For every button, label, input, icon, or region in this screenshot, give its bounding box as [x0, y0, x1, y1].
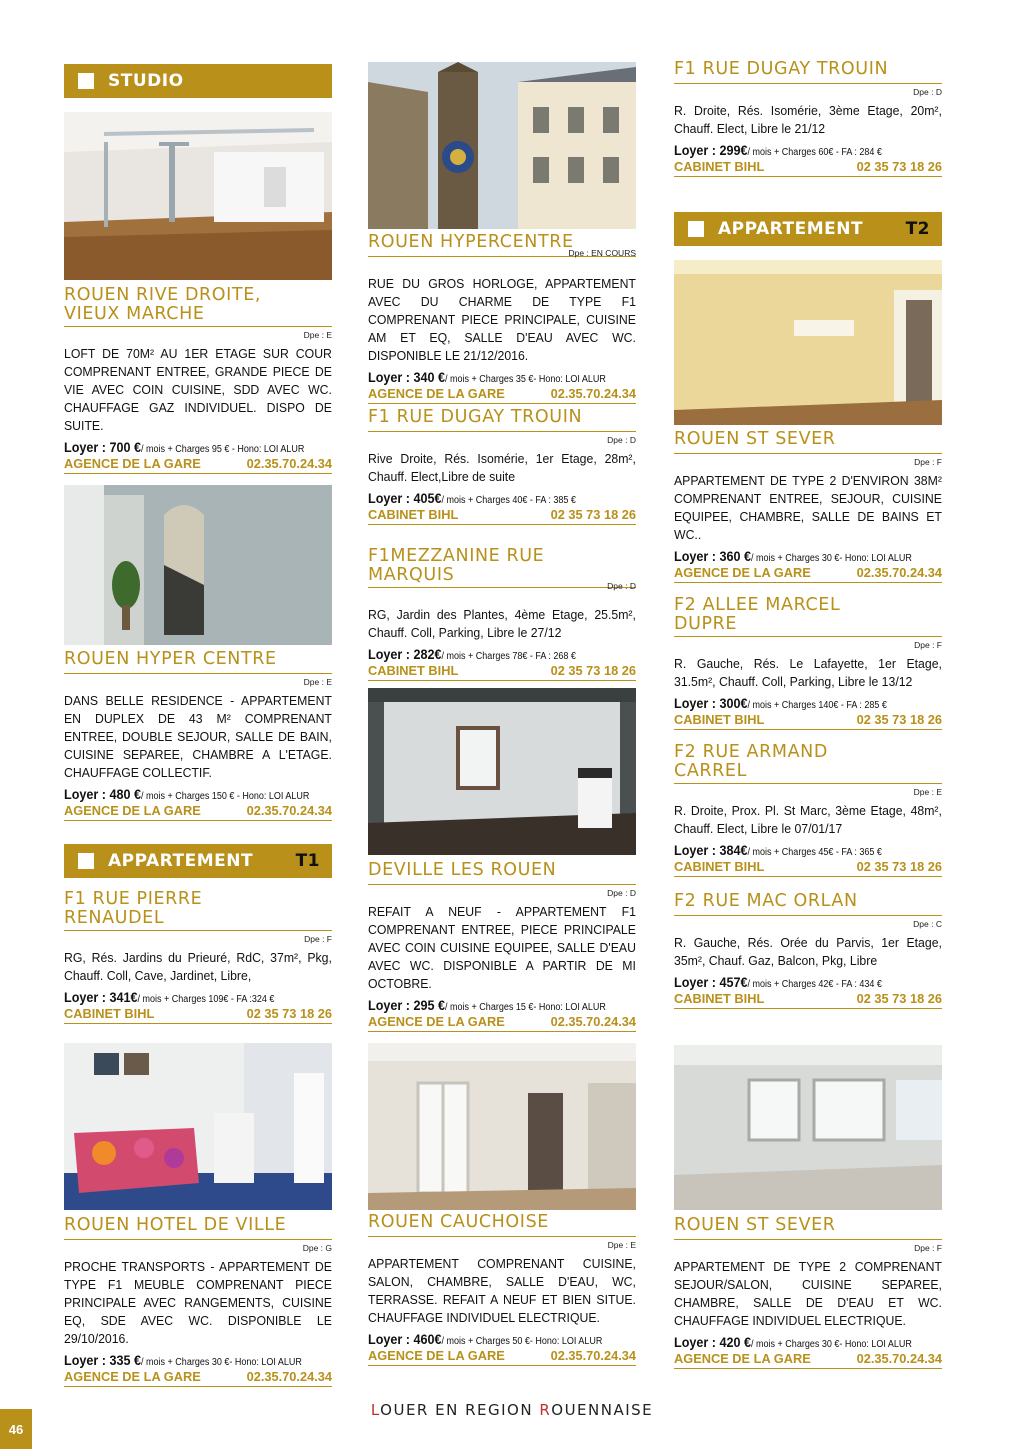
listing-photo-gros-horloge[interactable] [368, 62, 636, 229]
agency-phone[interactable]: 02.35.70.24.34 [550, 1348, 636, 1363]
listing-title: F1MEZZANINE RUE MARQUIS [368, 546, 545, 585]
footer-title [0, 1401, 1024, 1419]
footer-initial-l: L [370, 1401, 381, 1419]
listing-card [64, 650, 332, 821]
rent-line [64, 1352, 305, 1368]
category-banner-t2 [674, 212, 942, 246]
agency-name: AGENCE DE LA GARE [64, 803, 201, 818]
listing-title: ROUEN HOTEL DE VILLE [64, 1215, 287, 1235]
footer-text-1: OUER EN REGION [380, 1401, 540, 1419]
rent-amount: Loyer : 460€ [368, 1331, 442, 1347]
rent-amount: Loyer : 341€ [64, 989, 138, 1005]
agency-row [64, 1006, 332, 1024]
rent-detail: / mois + Charges 40€ - FA : 385 € [441, 495, 576, 506]
rent-detail: / mois + Charges 42€ - FA : 434 € [747, 979, 882, 990]
agency-row [368, 386, 636, 404]
listing-card [64, 286, 332, 474]
dpe-rating: Dpe : G [302, 1243, 332, 1253]
listing-photo-furnished[interactable] [64, 1043, 332, 1210]
listing-photo-loft[interactable] [64, 112, 332, 280]
agency-row [674, 991, 942, 1009]
listing-card [674, 60, 942, 177]
agency-name: AGENCE DE LA GARE [368, 386, 505, 401]
rent-line [368, 490, 609, 506]
category-type: T2 [905, 219, 930, 239]
agency-phone[interactable]: 02.35.70.24.34 [550, 386, 636, 401]
agency-name: CABINET BIHL [368, 507, 459, 522]
rent-line [368, 997, 609, 1013]
agency-phone[interactable]: 02 35 73 18 26 [856, 712, 942, 727]
rent-amount: Loyer : 335 € [64, 1352, 142, 1368]
rent-detail: / mois + Charges 15 €- Hono: LOI ALUR [445, 1002, 606, 1013]
agency-row [368, 507, 636, 525]
rent-detail: / mois + Charges 95 € - Hono: LOI ALUR [141, 444, 305, 455]
agency-name: AGENCE DE LA GARE [674, 1351, 811, 1366]
agency-name: CABINET BIHL [674, 859, 765, 874]
rent-detail: / mois + Charges 30 €- Hono: LOI ALUR [141, 1357, 302, 1368]
listing-photo-st-sever-2[interactable] [674, 1045, 942, 1210]
category-label: APPARTEMENT [718, 219, 864, 239]
rent-line [368, 646, 609, 662]
listing-card [368, 547, 636, 681]
rent-line [64, 786, 310, 802]
listing-title: ROUEN HYPER CENTRE [64, 649, 277, 669]
listing-description: DANS BELLE RESIDENCE - APPARTEMENT EN DUPLEX DE 43 M² COMPRENANT ENTREE, DOUBLE SEJOUR, SALLE DE BAIN, CUISINE SEPAREE, CHAMBRE A L'ETAGE. CHAUFFAGE COLLECTIF. [64, 693, 332, 780]
agency-name: AGENCE DE LA GARE [674, 565, 811, 580]
dpe-rating: Dpe : F [914, 457, 942, 467]
agency-phone[interactable]: 02 35 73 18 26 [550, 507, 636, 522]
agency-row [674, 859, 942, 877]
rent-detail: / mois + Charges 30 €- Hono: LOI ALUR [751, 553, 912, 564]
agency-phone[interactable]: 02 35 73 18 26 [246, 1006, 332, 1021]
dpe-rating: Dpe : F [914, 640, 942, 650]
listing-title: F2 RUE ARMAND CARREL [674, 742, 828, 781]
square-bullet-icon [78, 853, 94, 869]
listing-title: ROUEN CAUCHOISE [368, 1212, 549, 1232]
listing-description: APPARTEMENT DE TYPE 2 D'ENVIRON 38M² COMPRENANT ENTREE, SEJOUR, CUISINE EQUIPEE, CHAMBRE, SALLE DE BAINS ET WC.. [674, 473, 942, 542]
rent-amount: Loyer : 405€ [368, 490, 442, 506]
rent-line [674, 1334, 915, 1350]
rent-line [368, 369, 609, 385]
agency-phone[interactable]: 02.35.70.24.34 [856, 565, 942, 580]
rent-amount: Loyer : 295 € [368, 997, 446, 1013]
listing-description: RG, Rés. Jardins du Prieuré, RdC, 37m², Pkg, Chauff. Coll, Cave, Jardinet, Libre, [64, 950, 332, 983]
rent-amount: Loyer : 300€ [674, 695, 748, 711]
dpe-rating: Dpe : D [607, 435, 636, 445]
agency-row [64, 456, 332, 474]
listing-description: APPARTEMENT DE TYPE 2 COMPRENANT SEJOUR/SALON, CUISINE SEPAREE, CHAMBRE, SALLE DE D'EAU ET WC. CHAUFFAGE INDIVIDUEL ELECTRIQUE. [674, 1259, 942, 1328]
rent-detail: / mois + Charges 150 € - Hono: LOI ALUR [141, 791, 310, 802]
rent-amount: Loyer : 360 € [674, 548, 752, 564]
agency-name: CABINET BIHL [674, 159, 765, 174]
listing-card [368, 861, 636, 1032]
listing-description: R. Droite, Rés. Isomérie, 3ème Etage, 20m², Chauff. Elect, Libre le 21/12 [674, 103, 942, 136]
dpe-rating: Dpe : F [304, 934, 332, 944]
rent-detail: / mois + Charges 140€ - FA : 285 € [747, 700, 887, 711]
category-label: APPARTEMENT [108, 851, 254, 871]
page-number: 46 [0, 1409, 32, 1449]
agency-name: CABINET BIHL [674, 991, 765, 1006]
rent-detail: / mois + Charges 78€ - FA : 268 € [441, 651, 576, 662]
dpe-rating: Dpe : C [913, 919, 942, 929]
rent-detail: / mois + Charges 109€ - FA :324 € [137, 994, 275, 1005]
rent-detail: / mois + Charges 50 €- Hono: LOI ALUR [441, 1336, 603, 1347]
agency-row [64, 1369, 332, 1387]
listing-description: R. Gauche, Rés. Orée du Parvis, 1er Etage, 35m², Chauf. Gaz, Balcon, Pkg, Libre [674, 935, 942, 968]
dpe-rating: Dpe : E [607, 1240, 636, 1250]
listing-title: ROUEN ST SEVER [674, 1215, 836, 1235]
rent-amount: Loyer : 299€ [674, 142, 748, 158]
dpe-rating: Dpe : E [303, 330, 332, 340]
agency-row [368, 1014, 636, 1032]
agency-name: AGENCE DE LA GARE [64, 456, 201, 471]
listing-title: ROUEN HYPERCENTRE [368, 232, 574, 252]
listing-description: PROCHE TRANSPORTS - APPARTEMENT DE TYPE F1 MEUBLE COMPRENANT PIECE PRINCIPALE AVEC RANGEMENTS, CUISINE EQ, SDE AVEC WC. DISPONIBLE LE 29/10/2016. [64, 1259, 332, 1346]
rent-amount: Loyer : 457€ [674, 974, 748, 990]
footer-initial-r: R [539, 1401, 552, 1419]
listing-card [674, 892, 942, 1009]
rent-line [368, 1331, 609, 1347]
listing-description: LOFT DE 70M² AU 1ER ETAGE SUR COUR COMPRENANT ENTREE, GRANDE PIECE DE VIE AVEC COIN CUISINE, SDD AVEC WC. CHAUFFAGE GAZ INDIVIDUEL. DISPO DE SUITE. [64, 346, 332, 433]
rent-line [64, 989, 305, 1005]
listing-title: ROUEN RIVE DROITE, VIEUX MARCHE [64, 285, 262, 324]
dpe-rating: Dpe : F [914, 1243, 942, 1253]
dpe-rating: Dpe : E [913, 787, 942, 797]
rent-line [674, 548, 915, 564]
agency-row [368, 663, 636, 681]
listing-title: F1 RUE PIERRE RENAUDEL [64, 889, 203, 928]
agency-phone[interactable]: 02.35.70.24.34 [856, 1351, 942, 1366]
listing-description: R. Gauche, Rés. Le Lafayette, 1er Etage, 31.5m², Chauff. Coll, Parking, Libre le 13/12 [674, 656, 942, 689]
agency-name: CABINET BIHL [674, 712, 765, 727]
agency-name: CABINET BIHL [64, 1006, 155, 1021]
dpe-rating: Dpe : E [303, 677, 332, 687]
rent-line [674, 974, 915, 990]
listing-title: ROUEN ST SEVER [674, 429, 836, 449]
agency-row [368, 1348, 636, 1366]
rent-detail: / mois + Charges 60€ - FA : 284 € [747, 147, 882, 158]
listing-description: RUE DU GROS HORLOGE, APPARTEMENT AVEC DU CHARME DE TYPE F1 COMPRENANT PIECE PRINCIPALE, CUISINE AM ET EQ, SALLE D'EAU AVEC WC. DISPONIBLE LE 21/12/2016. [368, 276, 636, 363]
square-bullet-icon [688, 221, 704, 237]
listing-title: F2 ALLEE MARCEL DUPRE [674, 595, 841, 634]
listing-description: R. Droite, Prox. Pl. St Marc, 3ème Etage, 48m², Chauff. Elect, Libre le 07/01/17 [674, 803, 942, 836]
listing-description: RG, Jardin des Plantes, 4ème Etage, 25.5m², Chauff. Coll, Parking, Libre le 27/12 [368, 607, 636, 640]
agency-phone[interactable]: 02 35 73 18 26 [856, 859, 942, 874]
rent-detail: / mois + Charges 35 €- Hono: LOI ALUR [445, 374, 606, 385]
listing-description: REFAIT A NEUF - APPARTEMENT F1 COMPRENANT ENTREE, PIECE PRINCIPALE AVEC COIN CUISINE EQUIPEE, SALLE D'EAU AVEC WC. DISPONIBLE A PARTIR DE MI OCTOBRE. [368, 904, 636, 991]
agency-name: AGENCE DE LA GARE [368, 1348, 505, 1363]
listing-title: DEVILLE LES ROUEN [368, 860, 557, 880]
category-type: T1 [295, 851, 320, 871]
dpe-rating: Dpe : D [607, 581, 636, 591]
listing-card [368, 408, 636, 525]
rent-amount: Loyer : 420 € [674, 1334, 752, 1350]
rent-line [674, 842, 915, 858]
agency-phone[interactable]: 02 35 73 18 26 [856, 159, 942, 174]
listing-card [64, 890, 332, 1024]
listing-photo-st-sever[interactable] [674, 260, 942, 425]
rent-amount: Loyer : 340 € [368, 369, 446, 385]
agency-row [64, 803, 332, 821]
category-label: STUDIO [108, 71, 184, 91]
dpe-rating: Dpe : D [607, 888, 636, 898]
listing-title: F1 RUE DUGAY TROUIN [674, 59, 889, 79]
agency-name: AGENCE DE LA GARE [368, 1014, 505, 1029]
agency-phone[interactable]: 02.35.70.24.34 [246, 456, 332, 471]
category-banner-t1 [64, 844, 332, 878]
listing-card [674, 430, 942, 583]
square-bullet-icon [78, 73, 94, 89]
listing-photo-duplex[interactable] [64, 485, 332, 645]
rent-line [64, 439, 305, 455]
agency-row [674, 712, 942, 730]
listing-photo-deville[interactable] [368, 688, 636, 855]
rent-line [674, 695, 915, 711]
agency-phone[interactable]: 02 35 73 18 26 [550, 663, 636, 678]
listing-title: F1 RUE DUGAY TROUIN [368, 407, 583, 427]
category-banner-studio [64, 64, 332, 98]
agency-row [674, 565, 942, 583]
listing-description: APPARTEMENT COMPRENANT CUISINE, SALON, CHAMBRE, SALLE D'EAU, WC, TERRASSE. REFAIT A NEUF ET BIEN SITUE. CHAUFFAGE INDIVIDUEL ELECTRIQUE. [368, 1256, 636, 1325]
rent-detail: / mois + Charges 45€ - FA : 365 € [747, 847, 882, 858]
agency-phone[interactable]: 02.35.70.24.34 [246, 1369, 332, 1384]
footer-text-2: OUENNAISE [551, 1401, 654, 1419]
agency-phone[interactable]: 02 35 73 18 26 [856, 991, 942, 1006]
listing-card [64, 1216, 332, 1387]
agency-name: CABINET BIHL [368, 663, 459, 678]
listing-card [674, 743, 942, 877]
listing-card [368, 1213, 636, 1366]
agency-name: AGENCE DE LA GARE [64, 1369, 201, 1384]
listing-photo-cauchoise[interactable] [368, 1043, 636, 1210]
rent-amount: Loyer : 480 € [64, 786, 142, 802]
listing-title: F2 RUE MAC ORLAN [674, 891, 858, 911]
rent-amount: Loyer : 700 € [64, 439, 142, 455]
rent-detail: / mois + Charges 30 €- Hono: LOI ALUR [751, 1339, 912, 1350]
agency-row [674, 159, 942, 177]
listing-card [368, 233, 636, 404]
rent-amount: Loyer : 282€ [368, 646, 442, 662]
dpe-rating: Dpe : D [913, 87, 942, 97]
rent-amount: Loyer : 384€ [674, 842, 748, 858]
rent-line [674, 142, 915, 158]
agency-row [674, 1351, 942, 1369]
listing-card [674, 596, 942, 730]
listing-card [674, 1216, 942, 1369]
listing-description: Rive Droite, Rés. Isomérie, 1er Etage, 28m², Chauff. Elect,Libre de suite [368, 451, 636, 484]
dpe-rating: Dpe : EN COURS [568, 248, 636, 258]
agency-phone[interactable]: 02.35.70.24.34 [246, 803, 332, 818]
agency-phone[interactable]: 02.35.70.24.34 [550, 1014, 636, 1029]
